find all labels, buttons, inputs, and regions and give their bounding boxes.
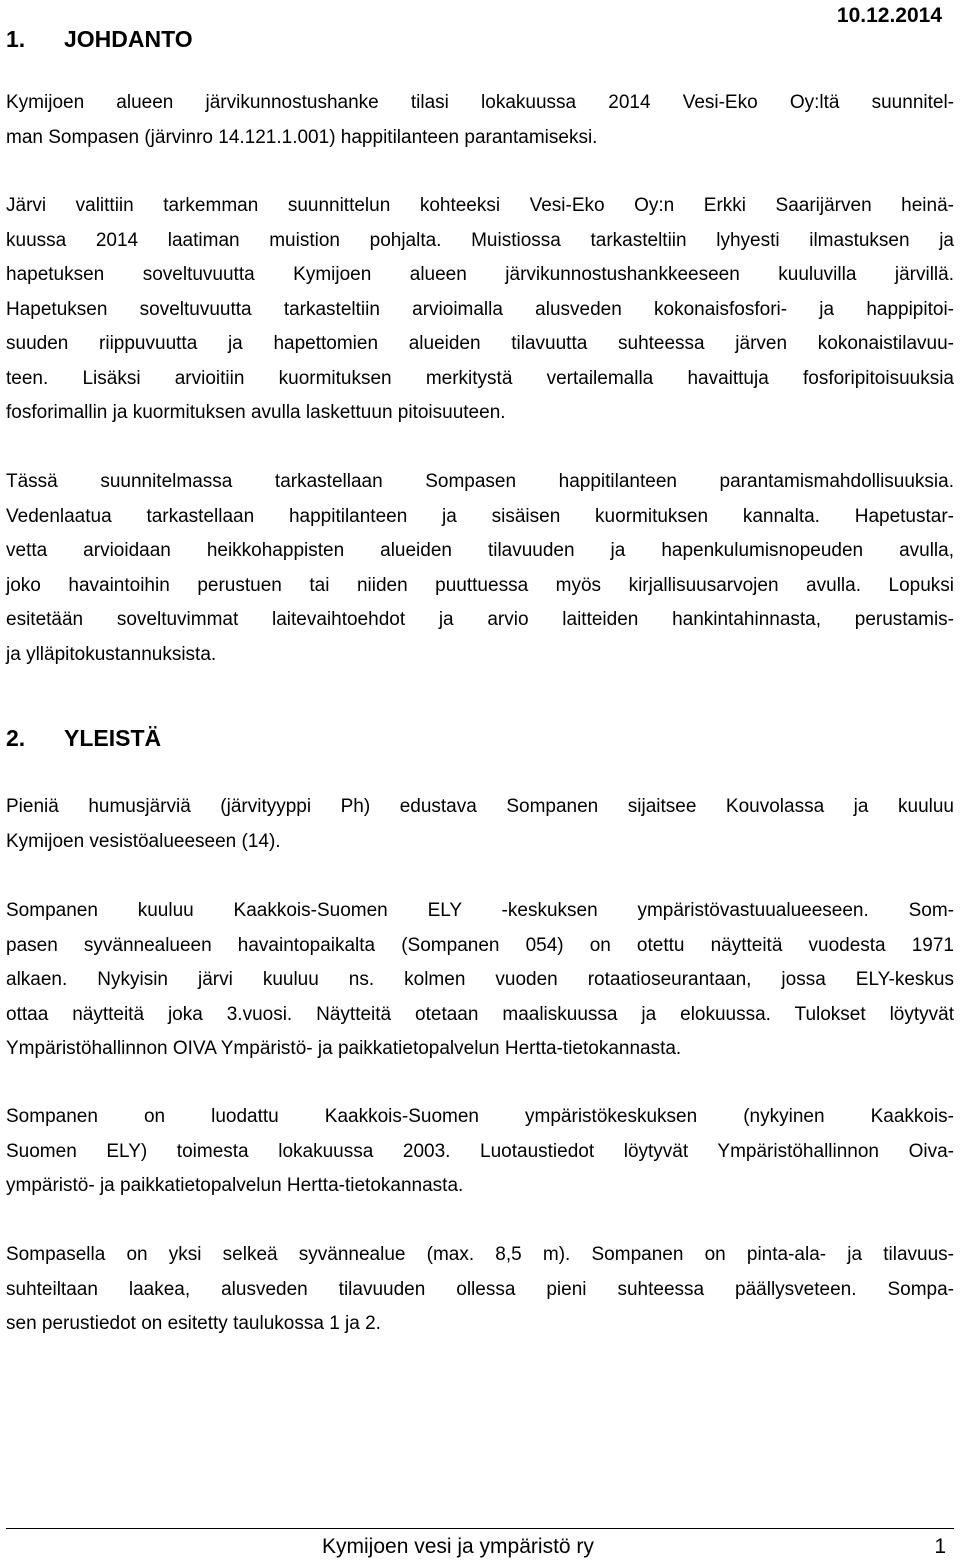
paragraph (6, 790, 954, 859)
footer-organization: Kymijoen vesi ja ympäristö ry (322, 1535, 594, 1558)
paragraph (6, 189, 954, 431)
text-line: alkaen. Nykyisin järvi kuuluu ns. kolmen vuoden rotaatioseurantaan, jossa ELY-keskus (6, 969, 954, 990)
text-line: Vedenlaatua tarkastellaan happitilanteen ja sisäisen kuormituksen kannalta. Hapetustar- (6, 505, 954, 527)
text-line: suhteiltaan laakea, alusveden tilavuuden ollessa pieni suhteessa päällysveteen. Sompa- (6, 1278, 954, 1300)
section-heading-yleista (6, 725, 161, 752)
section-number: 2. (6, 725, 26, 751)
text-line: Sompasella on yksi selkeä syvännealue (max. 8,5 m). Sompanen on pinta-ala- ja tilavuus- (6, 1244, 954, 1265)
paragraph (6, 1238, 954, 1342)
document-date: 10.12.2014 (836, 4, 942, 27)
paragraph (6, 86, 954, 155)
text-line: vetta arvioidaan heikkohappisten alueiden tilavuuden ja hapenkulumisnopeuden avulla, (6, 540, 954, 561)
page-number: 1 (934, 1535, 946, 1558)
text-line: esitetään soveltuvimmat laitevaihtoehdot ja arvio laitteiden hankintahinnasta, perustamis- (6, 609, 954, 630)
text-line: ottaa näytteitä joka 3.vuosi. Näytteitä otetaan maaliskuussa ja elokuussa. Tulokset löytyvät (6, 1003, 954, 1025)
text-line: Sompanen kuuluu Kaakkois-Suomen ELY -keskuksen ympäristövastuualueeseen. Som- (6, 900, 954, 921)
text-line: joko havaintoihin perustuen tai niiden puuttuessa myös kirjallisuusarvojen avulla. Lopuksi (6, 574, 954, 596)
text-line: hapetuksen soveltuvuutta Kymijoen alueen järvikunnostushankkeeseen kuuluvilla järvillä. (6, 264, 954, 285)
text-line: Ympäristöhallinnon OIVA Ympäristö- ja paikkatietopalvelun Hertta-tietokannasta. (6, 1038, 682, 1059)
text-line: Tässä suunnitelmassa tarkastellaan Sompasen happitilanteen parantamismahdollisuuksia. (6, 471, 954, 492)
text-line: teen. Lisäksi arvioitiin kuormituksen merkitystä vertailemalla havaittuja fosforipitoisuuksia (6, 367, 954, 389)
text-line: Hapetuksen soveltuvuutta tarkasteltiin arvioimalla alusveden kokonaisfosfori- ja happipitoi- (6, 298, 954, 320)
text-line: Kymijoen alueen järvikunnostushanke tilasi lokakuussa 2014 Vesi-Eko Oy:ltä suunnitel- (6, 92, 954, 113)
section-heading-johdanto (6, 26, 193, 53)
text-line: Suomen ELY) toimesta lokakuussa 2003. Luotaustiedot löytyvät Ympäristöhallinnon Oiva- (6, 1140, 954, 1162)
text-line: suuden riippuvuutta ja hapettomien alueiden tilavuutta suhteessa järven kokonaistilavuu- (6, 333, 954, 354)
text-line: pasen syvännealueen havaintopaikalta (Sompanen 054) on otettu näytteitä vuodesta 1971 (6, 934, 954, 956)
section-title: JOHDANTO (64, 26, 193, 52)
section-number: 1. (6, 26, 26, 52)
paragraph (6, 1100, 954, 1204)
text-line: Pieniä humusjärviä (järvityyppi Ph) edustava Sompanen sijaitsee Kouvolassa ja kuuluu (6, 796, 954, 817)
text-line: Kymijoen vesistöalueeseen (14). (6, 830, 281, 852)
paragraph (6, 894, 954, 1067)
section-title: YLEISTÄ (64, 725, 162, 751)
text-line: Sompanen on luodattu Kaakkois-Suomen ympäristökeskuksen (nykyinen Kaakkois- (6, 1106, 954, 1127)
text-line: fosforimallin ja kuormituksen avulla laskettuun pitoisuuteen. (6, 402, 506, 423)
text-line: sen perustiedot on esitetty taulukossa 1 ja 2. (6, 1313, 381, 1334)
footer-divider (6, 1528, 954, 1529)
text-line: Järvi valittiin tarkemman suunnittelun kohteeksi Vesi-Eko Oy:n Erkki Saarijärven heinä- (6, 195, 954, 216)
text-line: ja ylläpitokustannuksista. (6, 643, 217, 665)
text-line: man Sompasen (järvinro 14.121.1.001) happitilanteen parantamiseksi. (6, 126, 598, 148)
text-line: ympäristö- ja paikkatietopalvelun Hertta-tietokannasta. (6, 1175, 464, 1196)
paragraph (6, 465, 954, 672)
text-line: kuussa 2014 laatiman muistion pohjalta. Muistiossa tarkasteltiin lyhyesti ilmastuksen ja (6, 229, 954, 251)
